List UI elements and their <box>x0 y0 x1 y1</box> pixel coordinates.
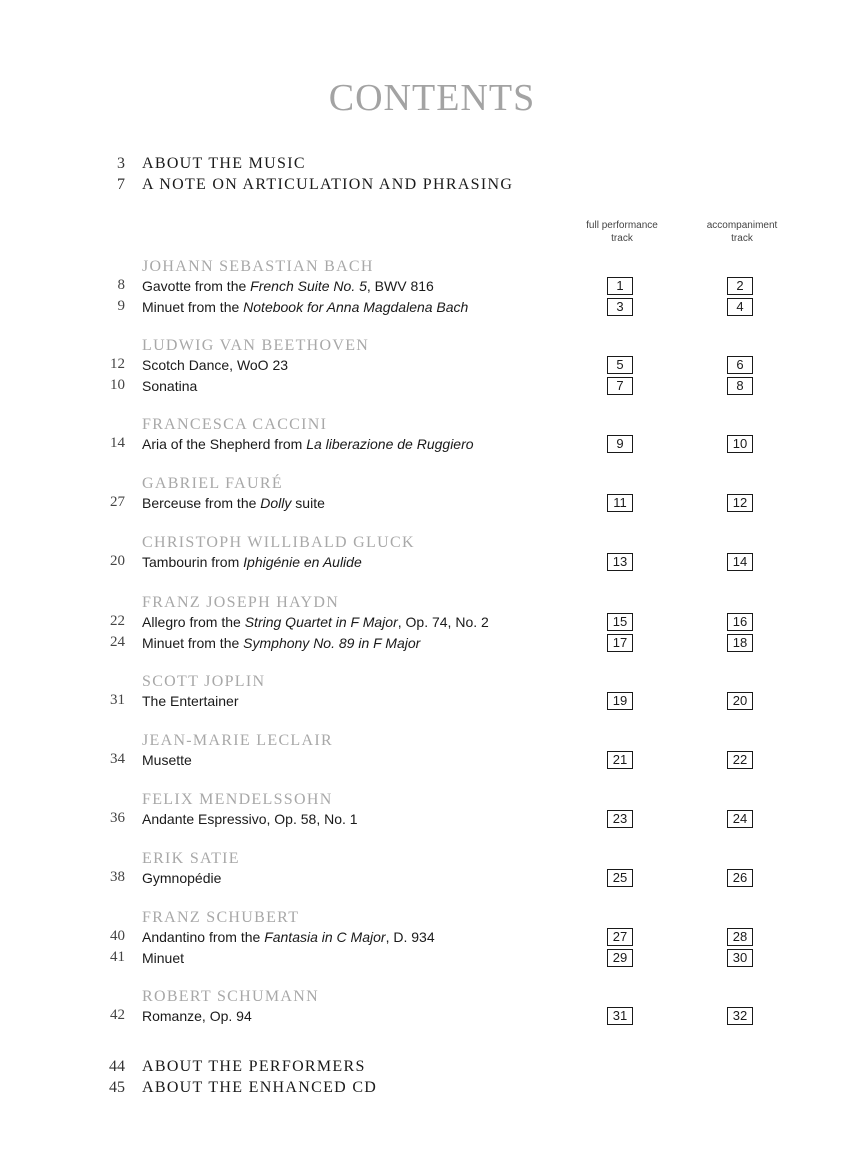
piece-page-number: 41 <box>110 949 125 965</box>
accompaniment-track-number[interactable]: 2 <box>727 277 753 295</box>
accompaniment-track-number[interactable]: 24 <box>727 810 753 828</box>
piece-title-suffix: , BWV 816 <box>366 278 434 294</box>
piece-title[interactable] <box>142 299 468 315</box>
accompaniment-track-number[interactable]: 28 <box>727 928 753 946</box>
toc-page-number: 3 <box>117 155 125 172</box>
piece-title-italic: Dolly <box>260 495 292 511</box>
piece-title[interactable] <box>142 752 192 768</box>
piece-title-text: Berceuse from the <box>142 495 261 511</box>
piece-page-number: 22 <box>110 613 125 629</box>
full-track-number[interactable]: 29 <box>607 949 633 967</box>
composer-name: JOHANN SEBASTIAN BACH <box>142 258 374 275</box>
piece-page-number: 40 <box>110 928 125 944</box>
piece-title-italic: String Quartet in F Major <box>244 614 398 630</box>
piece-title-text: Aria of the Shepherd from <box>142 436 307 452</box>
full-track-number[interactable]: 25 <box>607 869 633 887</box>
piece-title-suffix: suite <box>291 495 325 511</box>
composer-name: JEAN-MARIE LECLAIR <box>142 732 333 749</box>
accompaniment-track-number[interactable]: 10 <box>727 435 753 453</box>
piece-title[interactable] <box>142 929 435 945</box>
piece-title[interactable] <box>142 278 434 294</box>
composer-name: FRANZ JOSEPH HAYDN <box>142 594 340 611</box>
piece-title-text: Romanze, Op. 94 <box>142 1008 252 1024</box>
composer-name: FELIX MENDELSSOHN <box>142 791 333 808</box>
composer-name: FRANZ SCHUBERT <box>142 909 300 926</box>
piece-title[interactable] <box>142 693 239 709</box>
full-track-number[interactable]: 23 <box>607 810 633 828</box>
piece-title-text: The Entertainer <box>142 693 239 709</box>
piece-page-number: 34 <box>110 751 125 767</box>
composer-name: LUDWIG VAN BEETHOVEN <box>142 337 370 354</box>
piece-title-text: Gavotte from the <box>142 278 251 294</box>
piece-title[interactable] <box>142 378 197 394</box>
composer-name: ROBERT SCHUMANN <box>142 988 319 1005</box>
piece-title[interactable] <box>142 1008 252 1024</box>
full-track-number[interactable]: 21 <box>607 751 633 769</box>
piece-title[interactable] <box>142 495 325 511</box>
accompaniment-track-number[interactable]: 26 <box>727 869 753 887</box>
piece-title[interactable] <box>142 870 221 886</box>
piece-title-suffix: , Op. 74, No. 2 <box>397 614 489 630</box>
piece-page-number: 12 <box>110 356 125 372</box>
piece-title-italic: Notebook for Anna Magdalena Bach <box>243 299 469 315</box>
piece-page-number: 14 <box>110 435 125 451</box>
piece-title[interactable] <box>142 614 489 630</box>
accompaniment-track-number[interactable]: 6 <box>727 356 753 374</box>
piece-title-suffix: , D. 934 <box>385 929 435 945</box>
full-track-number[interactable]: 3 <box>607 298 633 316</box>
piece-title[interactable] <box>142 635 420 651</box>
composer-name: ERIK SATIE <box>142 850 240 867</box>
piece-title-text: Minuet <box>142 950 185 966</box>
accompaniment-track-number[interactable]: 22 <box>727 751 753 769</box>
full-track-number[interactable]: 9 <box>607 435 633 453</box>
accompaniment-track-number[interactable]: 18 <box>727 634 753 652</box>
accompaniment-track-number[interactable]: 4 <box>727 298 753 316</box>
accompaniment-track-number[interactable]: 12 <box>727 494 753 512</box>
accompaniment-track-number[interactable]: 14 <box>727 553 753 571</box>
piece-title[interactable] <box>142 436 474 452</box>
accompaniment-track-number[interactable]: 8 <box>727 377 753 395</box>
full-track-number[interactable]: 11 <box>607 494 633 512</box>
piece-title[interactable] <box>142 357 288 373</box>
piece-title-text: Musette <box>142 752 192 768</box>
full-track-number[interactable]: 7 <box>607 377 633 395</box>
piece-title-italic: La liberazione de Ruggiero <box>306 436 474 452</box>
piece-page-number: 10 <box>110 377 125 393</box>
piece-page-number: 24 <box>110 634 125 650</box>
piece-title-text: Minuet from the <box>142 299 244 315</box>
composer-name: FRANCESCA CACCINI <box>142 416 328 433</box>
column-header-full-performance: full performance track <box>586 220 658 244</box>
piece-title-italic: Fantasia in C Major <box>264 929 386 945</box>
full-track-number[interactable]: 31 <box>607 1007 633 1025</box>
composer-name: GABRIEL FAURÉ <box>142 475 283 492</box>
toc-section-performers[interactable]: ABOUT THE PERFORMERS <box>142 1058 366 1075</box>
piece-title-text: Tambourin from <box>142 554 244 570</box>
full-track-number[interactable]: 17 <box>607 634 633 652</box>
piece-title-italic: French Suite No. 5 <box>250 278 367 294</box>
accompaniment-track-number[interactable]: 20 <box>727 692 753 710</box>
accompaniment-track-number[interactable]: 16 <box>727 613 753 631</box>
piece-page-number: 38 <box>110 869 125 885</box>
piece-title-italic: Symphony No. 89 in F Major <box>243 635 421 651</box>
piece-page-number: 36 <box>110 810 125 826</box>
toc-section-enhanced-cd[interactable]: ABOUT THE ENHANCED CD <box>142 1079 378 1096</box>
piece-title-text: Andantino from the <box>142 929 265 945</box>
piece-title-text: Allegro from the <box>142 614 245 630</box>
accompaniment-track-number[interactable]: 32 <box>727 1007 753 1025</box>
piece-title[interactable] <box>142 554 362 570</box>
piece-title-text: Sonatina <box>142 378 198 394</box>
full-track-number[interactable]: 1 <box>607 277 633 295</box>
full-track-number[interactable]: 19 <box>607 692 633 710</box>
toc-section-articulation[interactable]: A NOTE ON ARTICULATION AND PHRASING <box>142 176 514 193</box>
piece-title-text: Andante Espressivo, Op. 58, No. 1 <box>142 811 358 827</box>
full-track-number[interactable]: 5 <box>607 356 633 374</box>
full-track-number[interactable]: 27 <box>607 928 633 946</box>
piece-title-text: Scotch Dance, WoO 23 <box>142 357 289 373</box>
toc-section-about-music[interactable]: ABOUT THE MUSIC <box>142 155 306 172</box>
piece-page-number: 8 <box>117 277 125 293</box>
composer-name: SCOTT JOPLIN <box>142 673 266 690</box>
piece-title[interactable] <box>142 811 358 827</box>
piece-page-number: 42 <box>110 1007 125 1023</box>
piece-title-italic: Iphigénie en Aulide <box>243 554 362 570</box>
piece-title[interactable] <box>142 950 184 966</box>
full-track-number[interactable]: 13 <box>607 553 633 571</box>
accompaniment-track-number[interactable]: 30 <box>727 949 753 967</box>
piece-page-number: 20 <box>110 553 125 569</box>
toc-page-number: 44 <box>109 1058 125 1075</box>
piece-title-text: Minuet from the <box>142 635 244 651</box>
piece-title-text: Gymnopédie <box>142 870 222 886</box>
column-header-accompaniment: accompaniment track <box>706 220 778 244</box>
toc-page-number: 7 <box>117 176 125 193</box>
page-title: CONTENTS <box>328 77 536 119</box>
piece-page-number: 9 <box>117 298 125 314</box>
piece-page-number: 31 <box>110 692 125 708</box>
full-track-number[interactable]: 15 <box>607 613 633 631</box>
piece-page-number: 27 <box>110 494 125 510</box>
composer-name: CHRISTOPH WILLIBALD GLUCK <box>142 534 415 551</box>
toc-page-number: 45 <box>109 1079 125 1096</box>
